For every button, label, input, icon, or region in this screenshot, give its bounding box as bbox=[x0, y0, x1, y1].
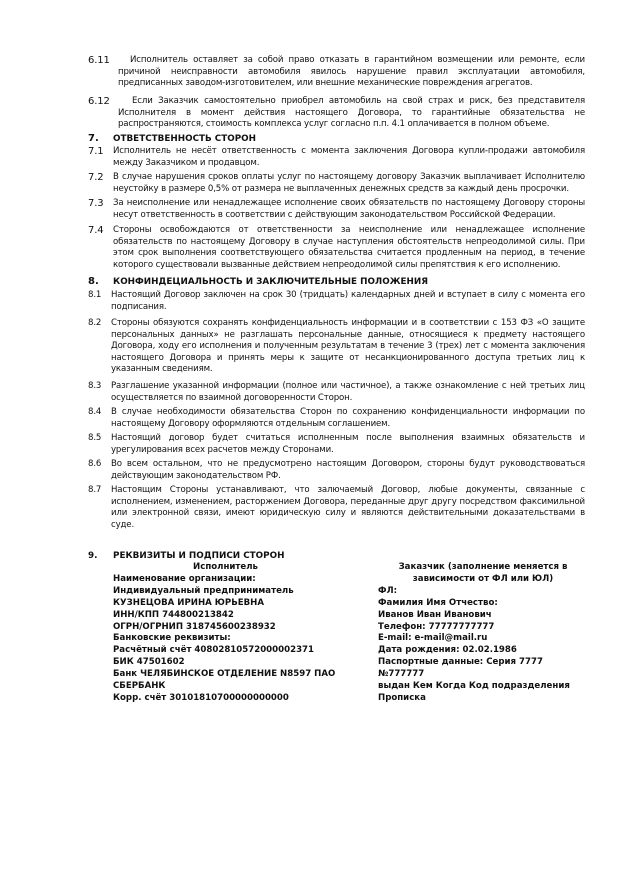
customer-heading-line2: зависимости от ФЛ или ЮЛ) bbox=[412, 573, 554, 584]
customer-line: Паспортные данные: Серия 7777 №777777 bbox=[378, 657, 543, 680]
clause-number: 7.3 bbox=[88, 198, 104, 209]
clause-number: 8.2 bbox=[88, 318, 102, 328]
clause-8-7 bbox=[88, 485, 585, 531]
clause-text: Если Заказчик самостоятельно приобрел автомобиль на свой страх и риск, без представителя Исполнителя в момент действия настоящего Договора, то гарантийные обязательства не распространяются, стоимость комплекса услуг согласно п.п. 4.1 оплачивается в полном объеме. bbox=[118, 96, 585, 130]
clause-number: 8.1 bbox=[88, 290, 102, 300]
section-number: 7. bbox=[88, 133, 99, 144]
clause-6-12 bbox=[88, 96, 585, 131]
section-7-heading bbox=[88, 133, 256, 145]
section-title: КОНФИНДЕЦИАЛЬНОСТЬ И ЗАКЛЮЧИТЕЛЬНЫЕ ПОЛОЖЕНИЯ bbox=[113, 277, 428, 287]
customer-line: Телефон: 77777777777 bbox=[378, 621, 495, 632]
clause-text: Разглашение указанной информации (полное или частичное), а также ознакомление с ней третьих лиц осуществляется по взаимной договоренности Сторон. bbox=[111, 381, 585, 403]
customer-line: E-mail: e-mail@mail.ru bbox=[378, 633, 488, 644]
clause-8-5 bbox=[88, 433, 585, 456]
clause-text: Настоящий договор будет считаться исполненным после выполнения взаимных обязательств и урегулирования всех расчетов между Сторонами. bbox=[111, 433, 585, 455]
clause-8-6 bbox=[88, 459, 585, 482]
clause-text: Настоящим Стороны устанавливают, что залючаемый Договор, любые документы, связанные с исполнением, изменением, расторжением Договора, переданные друг другу посредством факсимильной или электронной связи, имеют юридическую силу и являются действительными доказательствами в суде. bbox=[111, 485, 585, 530]
customer-details bbox=[378, 562, 588, 705]
clause-number: 7.1 bbox=[88, 146, 104, 157]
executor-details bbox=[113, 562, 338, 705]
clause-text: Исполнитель оставляет за собой право отказать в гарантийном возмещении или ремонте, если причиной неисправности автомобиля явилось нарушение правил эксплуатации автомобиля, предписанных заводом-изготовителем, или внешние механические повреждения агрегатов. bbox=[118, 55, 585, 89]
clause-text: Стороны освобождаются от ответственности за неисполнение или ненадлежащее исполнение обязательств по настоящему Договору в случае наступления обстоятельств непреодолимой силы. При этом срок выполнения соответствующего обязательства считается продленным на период, в течение которого существовали вызванные действием непреодолимой силы препятствия к его исполнению. bbox=[113, 225, 585, 270]
customer-line: ФЛ: bbox=[378, 585, 398, 596]
clause-7-2 bbox=[88, 172, 585, 195]
executor-line: Расчётный счёт 40802810572000002371 bbox=[113, 645, 315, 656]
section-9-heading bbox=[88, 550, 284, 562]
clause-number: 8.3 bbox=[88, 381, 102, 391]
executor-line: КУЗНЕЦОВА ИРИНА ЮРЬЕВНА bbox=[113, 597, 265, 608]
clause-number: 7.4 bbox=[88, 225, 104, 236]
customer-line: Прописка bbox=[378, 692, 426, 703]
clause-text: За неисполнение или ненадлежащее исполнение своих обязательств по настоящему Договору стороны несут ответственность в соответствии с действующим законодательством Российской Федерации. bbox=[113, 198, 585, 220]
section-title: РЕКВИЗИТЫ И ПОДПИСИ СТОРОН bbox=[113, 551, 285, 561]
section-title: ОТВЕТСТВЕННОСТЬ СТОРОН bbox=[113, 134, 257, 144]
clause-8-4 bbox=[88, 407, 585, 430]
executor-line: Индивидуальный предприниматель bbox=[113, 585, 294, 596]
customer-line: выдан Кем Когда Код подразделения bbox=[378, 681, 570, 692]
clause-number: 7.2 bbox=[88, 172, 104, 183]
executor-line: ОГРН/ОГРНИП 318745600238932 bbox=[113, 621, 276, 632]
clause-text: Настоящий Договор заключен на срок 30 (тридцать) календарных дней и вступает в силу с момента его подписания. bbox=[111, 290, 585, 312]
clause-number: 6.12 bbox=[88, 96, 110, 107]
clause-8-2 bbox=[88, 318, 585, 376]
customer-line: Фамилия Имя Отчество: bbox=[378, 597, 498, 608]
section-number: 9. bbox=[88, 551, 98, 561]
clause-6-11 bbox=[88, 55, 585, 90]
executor-line: Корр. счёт 30101810700000000000 bbox=[113, 692, 289, 703]
executor-heading: Исполнитель bbox=[193, 562, 258, 572]
clause-number: 6.11 bbox=[88, 55, 110, 66]
clause-8-1 bbox=[88, 290, 585, 313]
clause-text: Исполнитель не несёт ответственность с момента заключения Договора купли-продажи автомобиля между Заказчиком и продавцом. bbox=[113, 146, 585, 168]
clause-text: Стороны обязуются сохранять конфиденциальность информации и в соответствии с 153 ФЗ «О защите персональных данных» не разглашать персональные данные, относящиеся к предмету настоящего Договора, ходу его исполнения и полученным результатам в течение 3 (трех) лет с момента заключения настоящего Договора и принять меры к защите от несанкционированного доступа третьих лиц к указанным сведениям. bbox=[111, 318, 585, 375]
clause-number: 8.6 bbox=[88, 459, 102, 469]
executor-line: Банк ЧЕЛЯБИНСКОЕ ОТДЕЛЕНИЕ N8597 ПАО bbox=[113, 669, 336, 680]
executor-line: Банковские реквизиты: bbox=[113, 633, 231, 644]
section-number: 8. bbox=[88, 276, 99, 287]
clause-7-1 bbox=[88, 146, 585, 169]
clause-8-3 bbox=[88, 381, 585, 404]
executor-line: ИНН/КПП 744800213842 bbox=[113, 609, 234, 620]
customer-heading-line1: Заказчик (заполнение меняется в bbox=[398, 562, 568, 572]
executor-line: БИК 47501602 bbox=[113, 657, 185, 668]
clause-7-3 bbox=[88, 198, 585, 221]
clause-number: 8.4 bbox=[88, 407, 102, 417]
executor-line: Наименование организации: bbox=[113, 573, 256, 584]
executor-line: СБЕРБАНК bbox=[113, 681, 166, 692]
clause-number: 8.5 bbox=[88, 433, 102, 443]
clause-number: 8.7 bbox=[88, 485, 102, 495]
clause-text: В случае нарушения сроков оплаты услуг по настоящему договору Заказчик выплачивает Исполнителю неустойку в размере 0,5% от размера не выплаченных денежных средств за каждый день просрочки. bbox=[113, 172, 585, 194]
section-8-heading bbox=[88, 276, 428, 288]
clause-7-4 bbox=[88, 225, 585, 271]
customer-line: Иванов Иван Иванович bbox=[378, 609, 492, 620]
customer-line: Дата рождения: 02.02.1986 bbox=[378, 645, 517, 656]
clause-text: Во всем остальном, что не предусмотрено настоящим Договором, стороны будут руководствоваться действующим законодательством РФ. bbox=[111, 459, 585, 481]
clause-text: В случае необходимости обязательства Сторон по сохранению конфиденциальности информации по настоящему Договору оформляются отдельным соглашением. bbox=[111, 407, 585, 429]
